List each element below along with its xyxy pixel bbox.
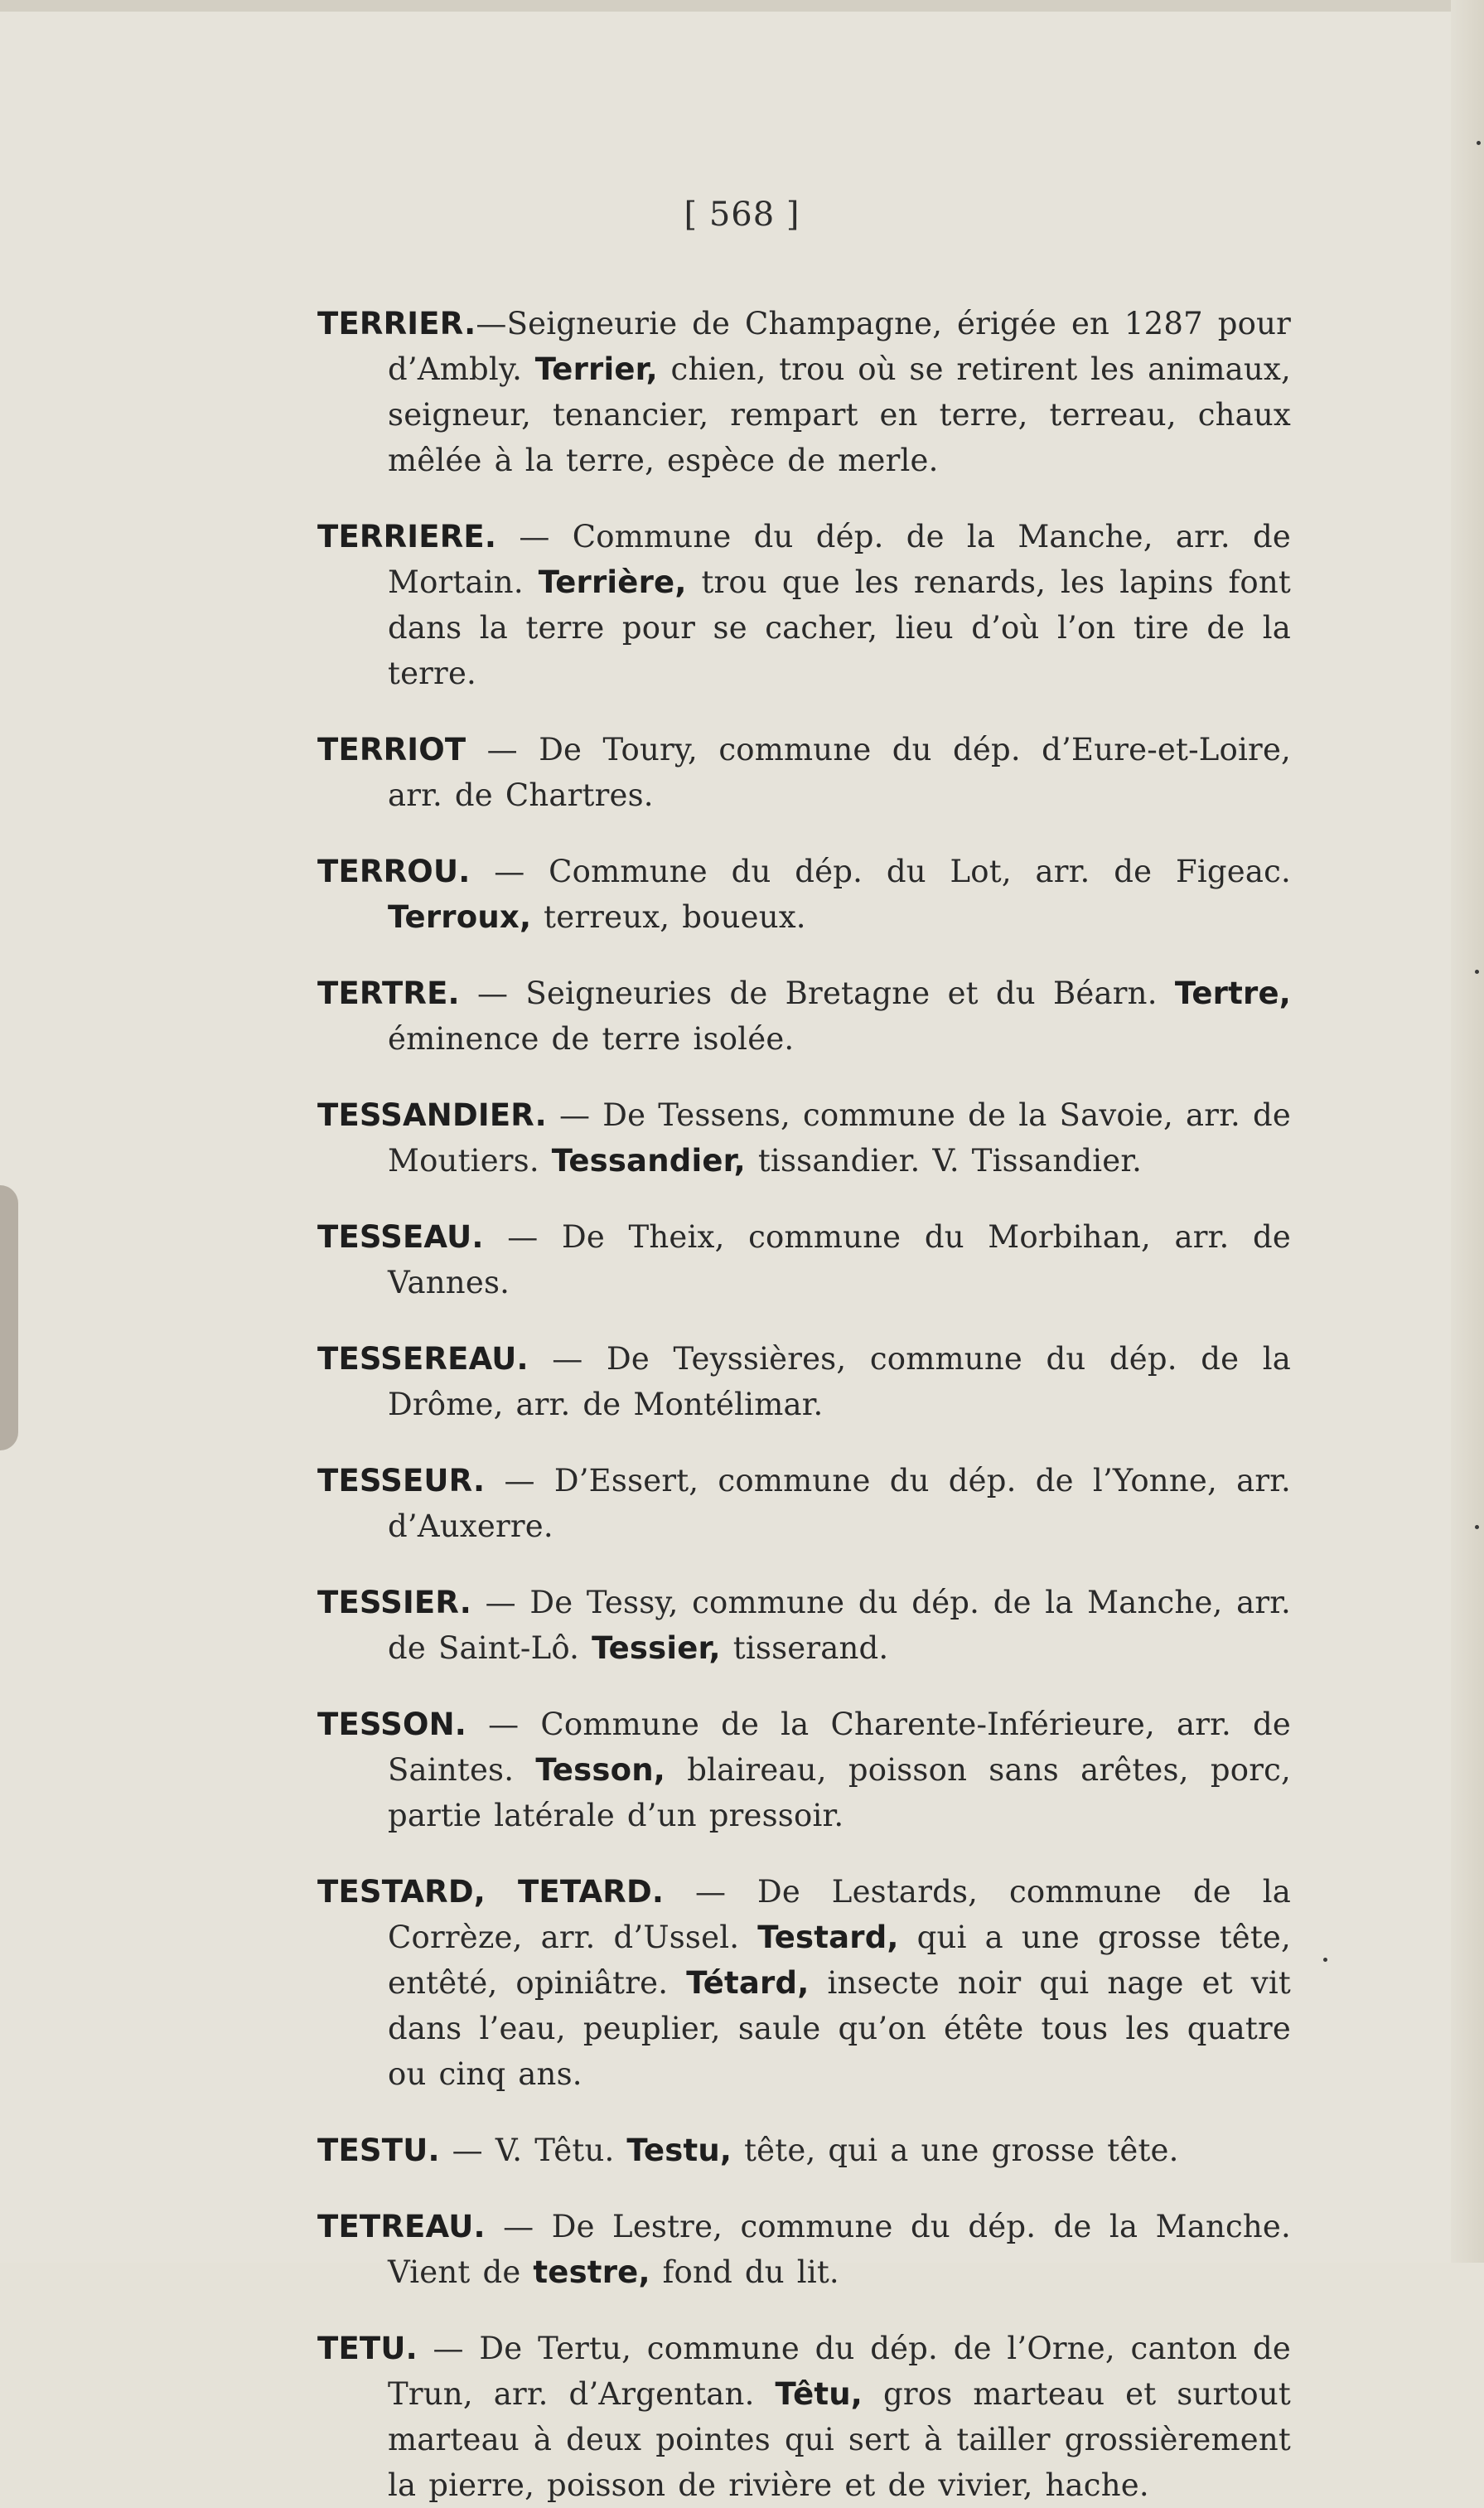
entry-definition-text: blaireau, poisson sans arêtes, porc, partie latérale d’un pressoir. [388,1752,1291,1833]
entry-keyword: Testu, [626,2133,732,2168]
entry-separator: — [466,1707,541,1742]
entry-separator: — [485,2209,552,2244]
entry-headword: TESTU. [317,2133,440,2168]
entry-definition-text: tisserand. [720,1630,889,1666]
entry-definition-text: De Toury, commune du dép. d’Eure-et-Loire, arr. de Chartres. [388,732,1291,813]
entry-definition-text: tissandier. V. Tissandier. [745,1143,1143,1179]
page-number: [ 568 ] [684,196,800,234]
entry-definition-text: chien, trou où se retirent les animaux, seigneur, tenancier, rempart en terre, terreau, chaux mêlée à la terre, espèce de merle. [388,351,1291,478]
entry-definition-text: V. Têtu. [495,2133,627,2168]
entry-keyword: Tesson, [535,1752,666,1788]
entry-keyword: Tétard, [686,1965,810,2001]
entry-separator: — [471,1585,530,1620]
entry-definition-text: De Teyssières, commune du dép. de la Drôme, arr. de Montélimar. [388,1341,1291,1422]
entry-definition-text: De Theix, commune du Morbihan, arr. de Vannes. [388,1219,1292,1300]
entry-separator: — [476,306,507,341]
entry-separator: — [470,854,549,889]
entry-keyword: Tessier, [592,1630,721,1666]
entry-definition-text: terreux, boueux. [531,899,806,935]
dictionary-entry [317,2326,1291,2508]
entry-headword: TERROU. [317,854,471,889]
dictionary-entry [317,1336,1291,1427]
entry-definition-text: gros marteau et surtout marteau à deux pointes qui sert à tailler grossièrement la pierre, poisson de rivière et de vivier, hache. [388,2376,1291,2503]
page-right-edge [1451,0,1484,2263]
entry-headword: TERRIERE. [317,519,497,554]
entry-headword: TETU. [317,2331,418,2366]
dictionary-entry [317,301,1291,483]
entry-headword: TESSIER. [317,1585,472,1620]
entry-separator: — [439,2133,495,2168]
entry-separator: — [466,732,539,767]
entry-keyword: testre, [533,2254,650,2290]
entry-definition-text: De Lestre, commune du dép. de la Manche. Vient de [388,2209,1291,2290]
dictionary-entry [317,1702,1291,1838]
entry-definition-text: Commune de la Charente-Inférieure, arr. de Saintes. [388,1707,1291,1788]
ink-speck [1475,970,1479,974]
entry-headword: TETREAU. [317,2209,486,2244]
entry-definition-text: insecte noir qui nage et vit dans l’eau, peuplier, saule qu’on étête tous les quatre ou cinq ans. [388,1965,1291,2092]
ink-speck [1475,1525,1479,1529]
ink-speck [1323,1958,1327,1962]
dictionary-entry [317,1214,1291,1305]
entry-definition-text: Seigneuries de Bretagne et du Béarn. [525,976,1175,1011]
entry-definition-text: D’Essert, commune du dép. de l’Yonne, arr. d’Auxerre. [388,1463,1292,1544]
dictionary-entry [317,1092,1291,1184]
dictionary-entry [317,514,1291,696]
entry-headword: TESTARD, TETARD. [317,1874,665,1910]
entry-keyword: Testard, [757,1920,899,1955]
dictionary-entry [317,1458,1291,1549]
entry-definition-text: trou que les renards, les lapins font dans la terre pour se cacher, lieu d’où l’on tire de la terre. [388,564,1291,691]
entry-headword: TESSEAU. [317,1219,484,1255]
entry-headword: TESSEREAU. [317,1341,529,1377]
entry-separator: — [546,1097,603,1133]
entry-headword: TESSON. [317,1707,467,1742]
entry-separator: — [485,1463,554,1499]
dictionary-entry [317,1580,1291,1671]
entry-separator: — [496,519,573,554]
entry-headword: TERTRE. [317,976,460,1011]
entry-definition-text: qui a une grosse tête, entêté, opiniâtre. [388,1920,1291,2001]
entry-definition-text: De Lestards, commune de la Corrèze, arr. d’Ussel. [388,1874,1291,1955]
entry-definition-text: Commune du dép. du Lot, arr. de Figeac. [549,854,1291,889]
entry-keyword: Tertre, [1174,976,1291,1011]
entry-separator: — [459,976,526,1011]
entry-separator: — [417,2331,480,2366]
entry-separator: — [664,1874,758,1910]
page-top-edge [0,0,1484,12]
entry-definition-text: Seigneurie de Champagne, érigée en 1287 pour d’Ambly. [388,306,1291,387]
dictionary-entry [317,971,1291,1062]
ink-speck [1477,141,1481,145]
entry-definition-text: fond du lit. [650,2254,839,2290]
entry-keyword: Tessandier, [551,1143,746,1179]
dictionary-entry [317,1869,1291,2097]
dictionary-entry [317,727,1291,818]
dictionary-entry [317,2204,1291,2295]
entry-definition-text: De Tessy, commune du dép. de la Manche, arr. de Saint-Lô. [388,1585,1292,1666]
entry-keyword: Terroux, [388,899,532,935]
entry-definition-text: De Tessens, commune de la Savoie, arr. de Moutiers. [388,1097,1291,1179]
entry-headword: TESSEUR. [317,1463,486,1499]
entry-keyword: Terrier, [534,351,658,387]
dictionary-entry [317,2128,1291,2173]
entry-definition-text: Commune du dép. de la Manche, arr. de Mortain. [388,519,1291,600]
entry-definition-text: éminence de terre isolée. [388,1021,795,1057]
entry-headword: TESSANDIER. [317,1097,547,1133]
entry-separator: — [483,1219,562,1255]
entry-definition-text: tête, qui a une grosse tête. [732,2133,1179,2168]
dictionary-entries [317,270,1291,2508]
entry-keyword: Têtu, [775,2376,863,2412]
dictionary-entry [317,849,1291,940]
entry-headword: TERRIOT [317,732,466,767]
thumb-shadow [0,1185,18,1450]
entry-headword: TERRIER. [317,306,476,341]
entry-keyword: Terrière, [538,564,687,600]
entry-definition-text: De Tertu, commune du dép. de l’Orne, canton de Trun, arr. d’Argentan. [388,2331,1291,2412]
entry-separator: — [528,1341,607,1377]
